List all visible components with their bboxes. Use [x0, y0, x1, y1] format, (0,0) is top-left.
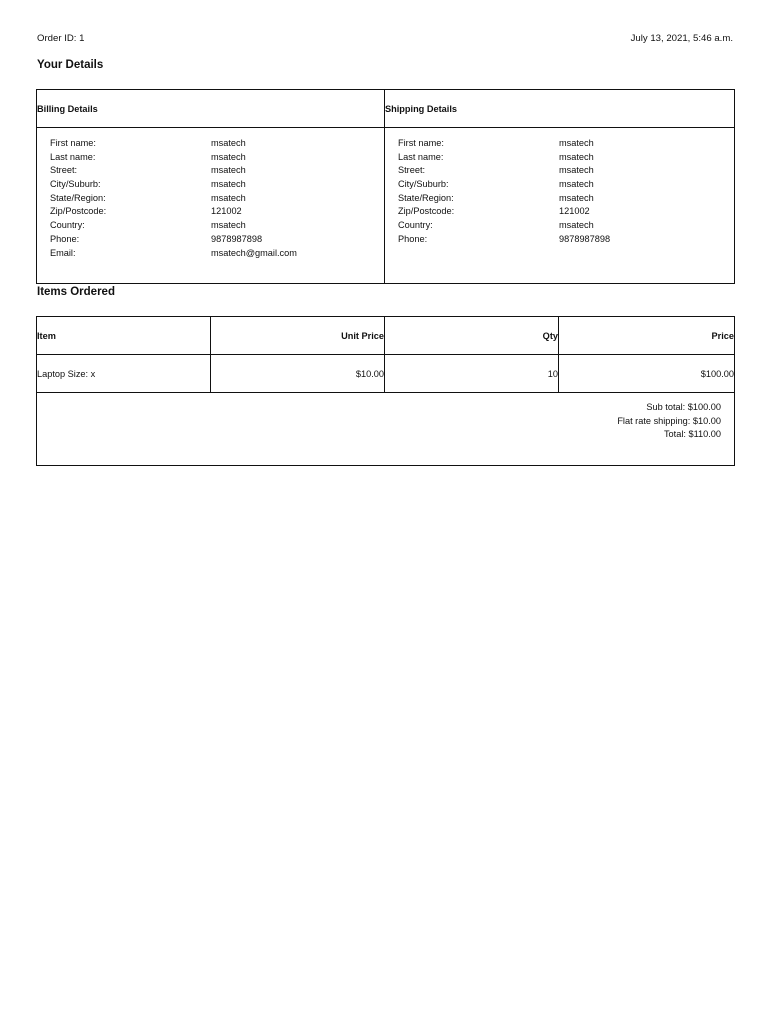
shipping-value: 121002	[559, 206, 590, 217]
column-header-price: Price	[559, 317, 735, 355]
shipping-label: Street:	[398, 165, 426, 176]
items-table	[36, 316, 735, 466]
billing-value: 121002	[211, 206, 242, 217]
table-row	[37, 355, 735, 393]
billing-row	[50, 164, 384, 178]
shipping-value: msatech	[559, 151, 594, 162]
billing-row	[50, 178, 384, 192]
item-qty: 10	[385, 355, 559, 393]
billing-label: Zip/Postcode:	[50, 206, 107, 217]
billing-row	[50, 151, 384, 165]
billing-label: Country:	[50, 220, 85, 231]
billing-label: First name:	[50, 138, 96, 148]
shipping-heading: Shipping Details	[385, 90, 735, 128]
shipping-row	[398, 137, 734, 151]
order-header	[36, 33, 734, 45]
item-name: Laptop Size: x	[37, 355, 211, 393]
shipping-label: Last name:	[398, 151, 444, 162]
column-header-qty: Qty	[385, 317, 559, 355]
shipping-value: msatech	[559, 179, 594, 190]
billing-value: msatech	[211, 179, 246, 190]
shipping-cost: Flat rate shipping: $10.00	[617, 415, 721, 426]
billing-label: Email:	[50, 247, 76, 258]
billing-value: msatech	[211, 138, 246, 148]
shipping-value: 9878987898	[559, 233, 611, 244]
billing-value: msatech	[211, 165, 246, 176]
billing-label: Phone:	[50, 233, 80, 244]
shipping-value: msatech	[559, 192, 594, 203]
billing-email-value: msatech@gmail.com	[211, 247, 297, 258]
shipping-row	[398, 205, 734, 219]
shipping-row	[398, 164, 734, 178]
items-header-row	[37, 317, 735, 355]
shipping-row	[398, 219, 734, 233]
shipping-value: msatech	[559, 138, 594, 148]
billing-row	[50, 192, 384, 206]
item-unit-price: $10.00	[211, 355, 385, 393]
shipping-value: msatech	[559, 165, 594, 176]
shipping-row	[398, 178, 734, 192]
billing-label: Last name:	[50, 151, 96, 162]
column-header-unit-price: Unit Price	[211, 317, 385, 355]
shipping-label: State/Region:	[398, 192, 454, 203]
billing-heading: Billing Details	[37, 90, 385, 128]
billing-label: State/Region:	[50, 192, 106, 203]
column-header-item: Item	[37, 317, 211, 355]
item-price: $100.00	[559, 355, 735, 393]
order-date: July 13, 2021, 5:46 a.m.	[630, 33, 733, 44]
shipping-label: Phone:	[398, 233, 428, 244]
shipping-label: Country:	[398, 220, 433, 231]
shipping-row	[398, 151, 734, 165]
billing-value: 9878987898	[211, 233, 263, 244]
shipping-label: Zip/Postcode:	[398, 206, 455, 217]
shipping-details	[385, 128, 735, 284]
billing-row	[50, 137, 384, 151]
billing-details	[37, 128, 385, 284]
billing-row	[50, 247, 384, 261]
billing-row	[50, 219, 384, 233]
shipping-label: First name:	[398, 138, 444, 148]
grand-total: Total: $110.00	[663, 429, 721, 440]
totals-row	[37, 393, 735, 466]
order-id: Order ID: 1	[37, 33, 85, 44]
billing-label: Street:	[50, 165, 78, 176]
billing-value: msatech	[211, 220, 246, 231]
billing-value: msatech	[211, 192, 246, 203]
shipping-row	[398, 192, 734, 206]
shipping-value: msatech	[559, 220, 594, 231]
items-ordered-title: Items Ordered	[37, 286, 115, 298]
billing-label: City/Suburb:	[50, 179, 101, 190]
details-table	[36, 89, 735, 284]
your-details-title: Your Details	[37, 59, 104, 71]
shipping-row	[398, 233, 734, 247]
shipping-label: City/Suburb:	[398, 179, 449, 190]
billing-value: msatech	[211, 151, 246, 162]
order-totals	[37, 393, 735, 466]
billing-row	[50, 205, 384, 219]
subtotal: Sub total: $100.00	[646, 402, 721, 412]
billing-row	[50, 233, 384, 247]
